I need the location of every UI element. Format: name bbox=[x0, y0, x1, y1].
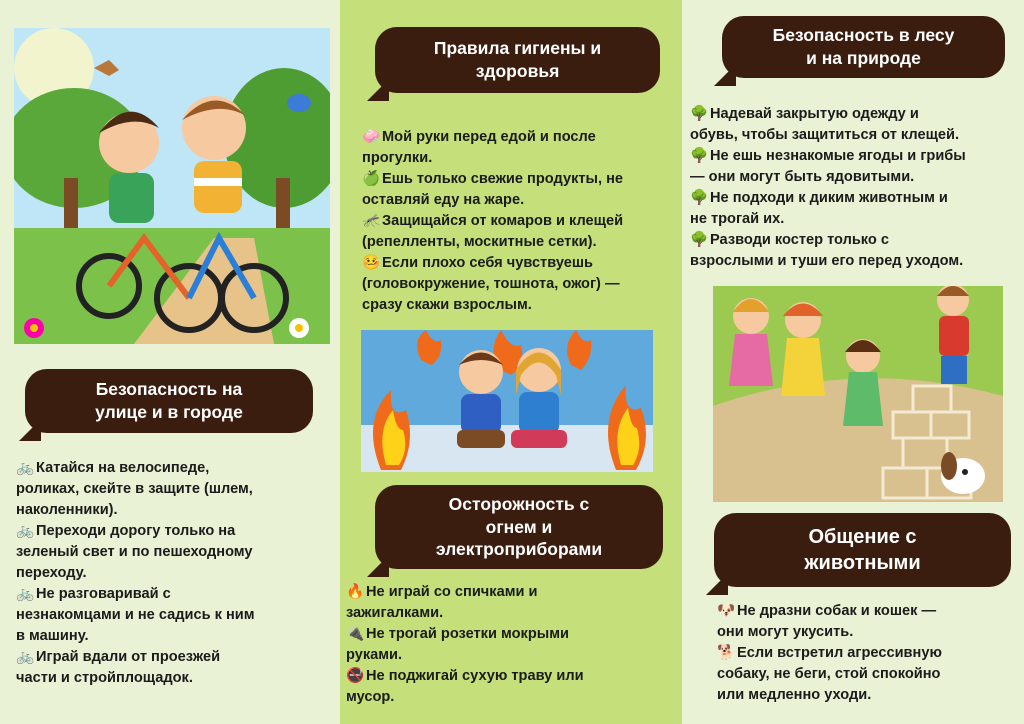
section-title-animals bbox=[714, 513, 1011, 587]
list-item: 🦟 Защищайся от комаров и клещей (репелленты, москитные сетки). bbox=[362, 213, 624, 250]
list-item: 🐕 Если встретил агрессивную собаку, не беги, стой спокойно или медленно уходи. bbox=[717, 645, 942, 703]
apple-icon: 🍏 bbox=[362, 171, 381, 187]
bicycle-icon: 🚲 bbox=[16, 586, 35, 602]
bicycle-icon: 🚲 bbox=[16, 649, 35, 665]
title-line: Правила гигиены и bbox=[433, 38, 602, 59]
soap-icon: 🧼 bbox=[362, 129, 381, 145]
list-item: 🐶 Не дразни собак и кошек — они могут укусить. bbox=[717, 603, 937, 640]
title-line: Безопасность в лесу bbox=[772, 25, 955, 46]
bubble-tail bbox=[367, 555, 389, 577]
animals-list bbox=[717, 601, 1022, 706]
list-item: 🌳 Не подходи к диким животным и не трогай их. bbox=[690, 190, 948, 227]
list-item: 🌳 Не ешь незнакомые ягоды и грибы — они могут быть ядовитыми. bbox=[690, 148, 966, 185]
plug-icon: 🔌 bbox=[346, 626, 365, 642]
list-item: 🌳 Разводи костер только с взрослыми и туши его перед уходом. bbox=[690, 232, 964, 269]
kids-fire-illustration bbox=[361, 330, 653, 472]
list-item: 🔌 Не трогай розетки мокрыми руками. bbox=[346, 626, 569, 663]
title-line: Общение с bbox=[808, 526, 917, 548]
section-title-fire-safety bbox=[375, 485, 663, 569]
fire-safety-list bbox=[346, 582, 676, 708]
title-line: животными bbox=[804, 552, 921, 574]
bicycle-icon: 🚲 bbox=[16, 460, 35, 476]
tree-icon: 🌳 bbox=[690, 190, 709, 206]
list-item: 🤒 Если плохо себя чувствуешь (головокружение, тошнота, ожог) — сразу скажи взрослым. bbox=[362, 255, 620, 313]
title-line: электроприборами bbox=[435, 539, 603, 560]
dog-icon: 🐕 bbox=[717, 645, 736, 661]
list-item: 🚲 Катайся на велосипеде, роликах, скейте в защите (шлем, наколенники). bbox=[16, 460, 253, 518]
kids-bicycles-illustration bbox=[14, 28, 330, 344]
dog-icon: 🐶 bbox=[717, 603, 736, 619]
bubble-tail bbox=[19, 419, 41, 441]
title-line: и на природе bbox=[806, 48, 921, 68]
kids-hopscotch-illustration bbox=[713, 286, 1003, 502]
bicycle-icon: 🚲 bbox=[16, 523, 35, 539]
tree-icon: 🌳 bbox=[690, 106, 709, 122]
tree-icon: 🌳 bbox=[690, 232, 709, 248]
title-line: улице и в городе bbox=[95, 402, 243, 422]
fire-icon: 🔥 bbox=[346, 584, 365, 600]
hygiene-list bbox=[362, 127, 680, 316]
bubble-tail bbox=[714, 64, 736, 86]
right-panel bbox=[682, 0, 1024, 724]
tree-icon: 🌳 bbox=[690, 148, 709, 164]
middle-panel bbox=[340, 0, 682, 724]
list-item: 🔥 Не играй со спичками и зажигалками. bbox=[346, 584, 538, 621]
street-safety-list bbox=[16, 458, 336, 689]
list-item: 🚭 Не поджигай сухую траву или мусор. bbox=[346, 668, 584, 705]
list-item: 🚲 Не разговаривай с незнакомцами и не садись к ним в машину. bbox=[16, 586, 255, 644]
list-item: 🌳 Надевай закрытую одежду и обувь, чтобы защититься от клещей. bbox=[690, 106, 960, 143]
left-panel bbox=[0, 0, 340, 724]
bubble-tail bbox=[706, 573, 728, 595]
list-item: 🍏 Ешь только свежие продукты, не оставляй еду на жаре. bbox=[362, 171, 624, 208]
title-line: огнем и bbox=[485, 516, 553, 537]
section-title-street-safety bbox=[25, 369, 313, 433]
sick-face-icon: 🤒 bbox=[362, 255, 381, 271]
title-line: Безопасность на bbox=[95, 379, 243, 400]
no-entry-icon: 🚭 bbox=[346, 668, 365, 684]
section-title-hygiene bbox=[375, 27, 660, 93]
bubble-tail bbox=[367, 79, 389, 101]
title-line: Осторожность с bbox=[448, 493, 590, 514]
forest-safety-list bbox=[690, 104, 1024, 272]
title-line: здоровья bbox=[475, 61, 560, 81]
mosquito-icon: 🦟 bbox=[362, 213, 381, 229]
list-item: 🚲 Играй вдали от проезжей части и стройплощадок. bbox=[16, 649, 221, 686]
list-item: 🧼 Мой руки перед едой и после прогулки. bbox=[362, 129, 596, 166]
list-item: 🚲 Переходи дорогу только на зеленый свет и по пешеходному переходу. bbox=[16, 523, 253, 581]
section-title-forest-safety bbox=[722, 16, 1005, 78]
